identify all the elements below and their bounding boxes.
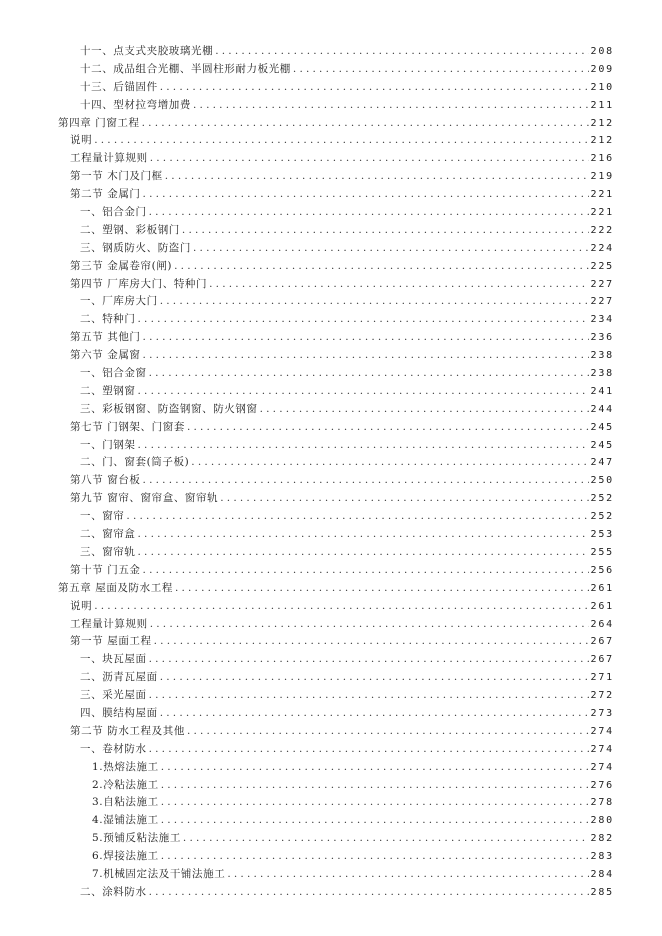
toc-entry-title: 5.预铺反粘法施工	[92, 832, 181, 845]
toc-entry	[0, 401, 662, 419]
toc-entry	[0, 222, 662, 240]
toc-entry-page-number: 210	[590, 81, 614, 93]
toc-entry-title: 一、铝合金窗	[80, 367, 147, 380]
toc-leader-dots	[138, 526, 589, 544]
toc-leader-dots	[160, 669, 589, 687]
toc-leader-dots	[149, 687, 589, 705]
toc-leader-dots	[143, 329, 589, 347]
toc-entry-title: 第二节 防水工程及其他	[70, 724, 185, 737]
toc-entry-page-number: 276	[590, 779, 614, 791]
toc-entry-page-number: 283	[590, 851, 614, 863]
toc-entry	[0, 97, 662, 115]
toc-entry	[0, 777, 662, 795]
toc-entry	[0, 186, 662, 204]
toc-entry-page-number: 247	[590, 457, 614, 469]
toc-entry-page-number: 255	[590, 546, 614, 558]
toc-entry	[0, 687, 662, 705]
toc-leader-dots	[138, 311, 589, 329]
toc-entry-title: 十三、后锚固件	[80, 80, 158, 93]
toc-entry-title: 说明	[70, 599, 93, 612]
toc-entry-page-number: 224	[590, 242, 614, 254]
toc-entry-page-number: 252	[590, 511, 614, 523]
toc-entry	[0, 276, 662, 294]
toc-entry-page-number: 261	[590, 582, 614, 594]
toc-entry-page-number: 212	[590, 135, 614, 147]
toc-entry	[0, 884, 662, 902]
toc-entry-page-number: 212	[590, 117, 614, 129]
toc-entry	[0, 723, 662, 741]
toc-entry	[0, 544, 662, 562]
toc-entry-title: 一、门钢架	[80, 438, 136, 451]
toc-leader-dots	[161, 759, 589, 777]
toc-leader-dots	[187, 723, 589, 741]
toc-entry-title: 说明	[70, 134, 93, 147]
toc-entry-page-number: 227	[590, 278, 614, 290]
toc-leader-dots	[143, 562, 589, 580]
toc-entry-page-number: 244	[590, 403, 614, 415]
toc-entry	[0, 132, 662, 150]
toc-leader-dots	[161, 777, 589, 795]
toc-leader-dots	[143, 186, 589, 204]
toc-entry	[0, 580, 662, 598]
toc-leader-dots	[161, 848, 589, 866]
toc-entry-title: 十四、型材拉弯增加费	[80, 98, 191, 111]
toc-leader-dots	[220, 490, 588, 508]
toc-leader-dots	[160, 293, 589, 311]
toc-entry-title: 二、门、窗套(筒子板)	[80, 456, 190, 469]
toc-entry	[0, 526, 662, 544]
toc-entry-title: 一、厂库房大门	[80, 295, 158, 308]
toc-entry-page-number: 256	[590, 564, 614, 576]
toc-entry	[0, 150, 662, 168]
toc-entry-title: 第四章 门窗工程	[58, 116, 140, 129]
toc-entry	[0, 866, 662, 884]
toc-leader-dots	[150, 616, 589, 634]
toc-leader-dots	[175, 580, 589, 598]
toc-entry-page-number: 234	[590, 314, 614, 326]
toc-entry-page-number: 271	[590, 672, 614, 684]
toc-leader-dots	[193, 97, 589, 115]
toc-entry-title: 四、膜结构屋面	[80, 706, 158, 719]
toc-leader-dots	[182, 222, 589, 240]
toc-leader-dots	[138, 544, 589, 562]
toc-entry	[0, 454, 662, 472]
toc-leader-dots	[138, 437, 589, 455]
toc-leader-dots	[174, 258, 588, 276]
toc-entry-page-number: 273	[590, 707, 614, 719]
toc-entry-title: 6.焊接法施工	[92, 850, 159, 863]
toc-entry	[0, 472, 662, 490]
toc-entry-title: 二、涂料防水	[80, 885, 147, 898]
toc-entry	[0, 43, 662, 61]
toc-entry-title: 第十节 门五金	[70, 563, 141, 576]
toc-entry-title: 第四节 厂库房大门、特种门	[70, 277, 208, 290]
toc-entry-page-number: 282	[590, 833, 614, 845]
toc-leader-dots	[161, 812, 589, 830]
toc-entry	[0, 61, 662, 79]
toc-entry-title: 2.冷粘法施工	[92, 778, 159, 791]
toc-entry	[0, 705, 662, 723]
toc-leader-dots	[138, 383, 589, 401]
toc-leader-dots	[150, 150, 589, 168]
toc-entry-title: 二、塑钢窗	[80, 384, 136, 397]
toc-entry	[0, 419, 662, 437]
toc-entry	[0, 830, 662, 848]
toc-entry-title: 三、钢质防火、防盗门	[80, 241, 191, 254]
toc-entry	[0, 383, 662, 401]
toc-entry-page-number: 285	[590, 886, 614, 898]
toc-entry-title: 一、卷材防水	[80, 742, 147, 755]
toc-entry-page-number: 280	[590, 815, 614, 827]
toc-entry-title: 一、块瓦屋面	[80, 653, 147, 666]
toc-entry-page-number: 261	[590, 600, 614, 612]
toc-leader-dots	[143, 347, 589, 365]
toc-leader-dots	[209, 276, 588, 294]
toc-entry-page-number: 274	[590, 725, 614, 737]
toc-entry	[0, 741, 662, 759]
toc-entry-page-number: 236	[590, 332, 614, 344]
toc-entry-page-number: 211	[590, 99, 614, 111]
toc-entry-title: 十一、点支式夹胶玻璃光棚	[80, 45, 214, 57]
toc-leader-dots	[260, 401, 589, 419]
toc-leader-dots	[149, 651, 589, 669]
toc-entry-title: 一、铝合金门	[80, 206, 147, 219]
toc-entry-page-number: 274	[590, 761, 614, 773]
toc-entry-page-number: 222	[590, 224, 614, 236]
toc-leader-dots	[161, 794, 589, 812]
toc-entry	[0, 293, 662, 311]
toc-entry-title: 一、窗帘	[80, 510, 125, 523]
toc-entry-title: 工程量计算规则	[70, 617, 148, 630]
toc-entry-title: 1.热熔法施工	[92, 760, 159, 773]
toc-entry	[0, 204, 662, 222]
toc-entry	[0, 168, 662, 186]
toc-leader-dots	[187, 419, 589, 437]
toc-entry-title: 二、窗帘盒	[80, 528, 136, 541]
toc-entry-page-number: 274	[590, 743, 614, 755]
toc-entry-title: 三、窗帘轨	[80, 545, 136, 558]
toc-leader-dots	[143, 472, 589, 490]
toc-leader-dots	[183, 830, 589, 848]
toc-entry	[0, 437, 662, 455]
toc-entry-title: 十二、成品组合光棚、半圆柱形耐力板光棚	[80, 62, 291, 75]
toc-leader-dots	[149, 365, 589, 383]
toc-leader-dots	[293, 61, 589, 79]
toc-entry-page-number: 216	[590, 153, 614, 165]
toc-entry-title: 第三节 金属卷帘(闸)	[70, 259, 173, 272]
toc-entry-title: 第六节 金属窗	[70, 349, 141, 362]
toc-leader-dots	[154, 633, 589, 651]
toc-entry-page-number: 238	[590, 368, 614, 380]
toc-entry-page-number: 219	[590, 171, 614, 183]
toc-entry	[0, 258, 662, 276]
toc-entry	[0, 598, 662, 616]
toc-entry-title: 第二节 金属门	[70, 188, 141, 201]
toc-entry-page-number: 252	[590, 493, 614, 505]
toc-entry-page-number: 221	[590, 189, 614, 201]
toc-entry-page-number: 238	[590, 350, 614, 362]
toc-leader-dots	[160, 705, 589, 723]
toc-entry-title: 7.机械固定法及干铺法施工	[92, 867, 226, 880]
toc-entry-page-number: 208	[590, 46, 614, 57]
toc-entry-title: 工程量计算规则	[70, 152, 148, 165]
toc-entry	[0, 633, 662, 651]
toc-entry	[0, 240, 662, 258]
toc-entry	[0, 651, 662, 669]
toc-leader-dots	[160, 79, 589, 97]
toc-entry-title: 三、彩板钢窗、防盗钢窗、防火钢窗	[80, 402, 258, 415]
toc-entry-page-number: 227	[590, 296, 614, 308]
toc-entry-page-number: 267	[590, 654, 614, 666]
toc-entry-page-number: 278	[590, 797, 614, 809]
toc-leader-dots	[126, 508, 588, 526]
toc-entry	[0, 812, 662, 830]
toc-entry-title: 第一节 木门及门框	[70, 170, 163, 183]
toc-leader-dots	[215, 43, 588, 61]
toc-entry-title: 第八节 窗台板	[70, 474, 141, 487]
toc-entry-title: 第一节 屋面工程	[70, 635, 152, 648]
toc-entry	[0, 562, 662, 580]
toc-entry	[0, 490, 662, 508]
toc-entry-page-number: 272	[590, 690, 614, 702]
toc-leader-dots	[191, 454, 588, 472]
toc-leader-dots	[165, 168, 589, 186]
toc-entry	[0, 311, 662, 329]
toc-entry-page-number: 225	[590, 260, 614, 272]
toc-entry-title: 二、沥青瓦屋面	[80, 671, 158, 684]
toc-entry	[0, 365, 662, 383]
toc-entry	[0, 848, 662, 866]
toc-entry-page-number: 250	[590, 475, 614, 487]
toc-leader-dots	[193, 240, 589, 258]
toc-leader-dots	[149, 884, 589, 902]
toc-entry-title: 三、采光屋面	[80, 689, 147, 702]
toc-entry-title: 第五章 屋面及防水工程	[58, 581, 173, 594]
toc-entry-title: 二、特种门	[80, 313, 136, 326]
toc-entry	[0, 508, 662, 526]
toc-leader-dots	[149, 204, 589, 222]
toc-entry-title: 3.自粘法施工	[92, 796, 159, 809]
table-of-contents	[0, 43, 662, 902]
toc-entry-page-number: 245	[590, 421, 614, 433]
toc-entry	[0, 115, 662, 133]
toc-entry	[0, 616, 662, 634]
toc-entry	[0, 794, 662, 812]
toc-entry	[0, 759, 662, 777]
toc-entry-title: 二、塑钢、彩板钢门	[80, 223, 180, 236]
toc-entry-title: 第九节 窗帘、窗帘盒、窗帘轨	[70, 492, 219, 505]
toc-entry	[0, 329, 662, 347]
toc-entry	[0, 79, 662, 97]
toc-entry-page-number: 267	[590, 636, 614, 648]
toc-entry	[0, 669, 662, 687]
toc-leader-dots	[142, 115, 589, 133]
toc-entry-page-number: 264	[590, 618, 614, 630]
toc-entry-page-number: 284	[590, 868, 614, 880]
toc-entry-page-number: 241	[590, 385, 614, 397]
toc-entry	[0, 347, 662, 365]
toc-entry-title: 第五节 其他门	[70, 331, 141, 344]
toc-entry-title: 第七节 门钢架、门窗套	[70, 420, 185, 433]
toc-leader-dots	[94, 132, 588, 150]
toc-entry-title: 4.湿铺法施工	[92, 814, 159, 827]
toc-entry-page-number: 245	[590, 439, 614, 451]
toc-leader-dots	[149, 741, 589, 759]
toc-entry-page-number: 253	[590, 529, 614, 541]
toc-leader-dots	[94, 598, 588, 616]
toc-entry-page-number: 221	[590, 207, 614, 219]
toc-entry-page-number: 209	[590, 63, 614, 75]
toc-leader-dots	[227, 866, 588, 884]
